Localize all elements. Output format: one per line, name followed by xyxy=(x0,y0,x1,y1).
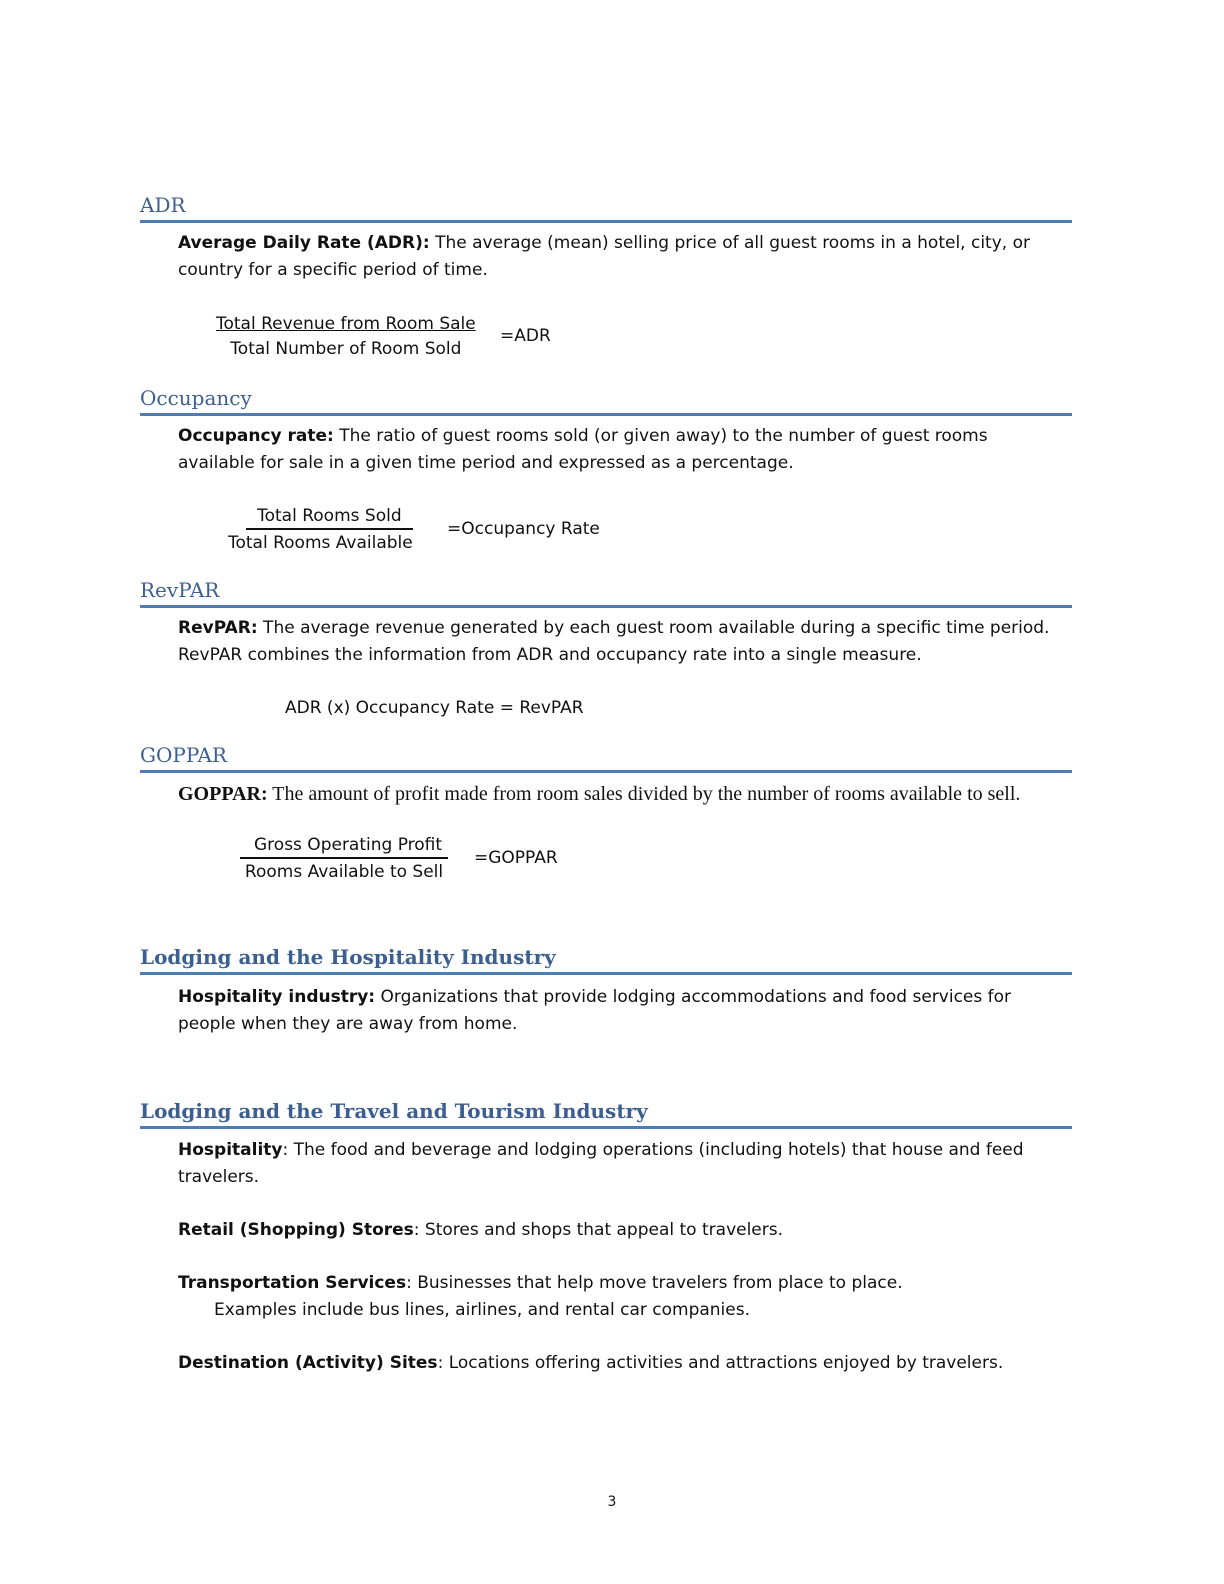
travel-item-term: Retail (Shopping) Stores xyxy=(178,1220,414,1240)
travel-item-definition: : Businesses that help move travelers from place to place. xyxy=(406,1273,903,1293)
hospitality-definition-text: Organizations that provide lodging accommodations and food services for people when they are away from home. xyxy=(178,987,1012,1034)
travel-item-hospitality xyxy=(178,1137,1068,1191)
section-heading-travel: Lodging and the Travel and Tourism Industry xyxy=(140,1098,1072,1129)
adr-definition xyxy=(178,230,1068,284)
travel-item-definition: : Locations offering activities and attractions enjoyed by travelers. xyxy=(437,1353,1004,1373)
goppar-formula-denominator: Rooms Available to Sell xyxy=(244,862,444,882)
adr-term: Average Daily Rate (ADR): xyxy=(178,233,430,253)
goppar-formula-fraction xyxy=(240,833,448,886)
revpar-term: RevPAR: xyxy=(178,618,258,638)
adr-formula-result: =ADR xyxy=(500,326,551,346)
hospitality-definition xyxy=(178,984,1068,1038)
travel-item-definition: : The food and beverage and lodging operations (including hotels) that house and feed travelers. xyxy=(178,1140,1024,1187)
occupancy-term: Occupancy rate: xyxy=(178,426,334,446)
occupancy-formula-denominator: Total Rooms Available xyxy=(228,533,413,553)
goppar-formula-result: =GOPPAR xyxy=(474,848,558,868)
section-heading-occupancy: Occupancy xyxy=(140,385,1072,416)
section-heading-goppar: GOPPAR xyxy=(140,742,1072,773)
revpar-definition xyxy=(178,615,1068,669)
travel-item-destination xyxy=(178,1350,1068,1377)
travel-item-term: Hospitality xyxy=(178,1140,283,1160)
travel-item-term: Transportation Services xyxy=(178,1273,407,1293)
hospitality-term: Hospitality industry: xyxy=(178,987,376,1007)
section-heading-hospitality: Lodging and the Hospitality Industry xyxy=(140,944,1072,975)
section-heading-adr: ADR xyxy=(140,192,1072,223)
occupancy-formula-result: =Occupancy Rate xyxy=(447,519,600,539)
adr-formula-numerator: Total Revenue from Room Sale xyxy=(216,314,476,334)
page-number: 3 xyxy=(607,1494,617,1510)
revpar-definition-text: The average revenue generated by each guest room available during a specific time period. RevPAR combines the information from ADR and occupancy rate into a single measure. xyxy=(178,618,1050,665)
goppar-definition-text: The amount of profit made from room sales divided by the number of rooms available to sell. xyxy=(267,783,1021,805)
travel-item-term: Destination (Activity) Sites xyxy=(178,1353,438,1373)
travel-item-retail xyxy=(178,1217,1068,1244)
goppar-formula-numerator: Gross Operating Profit xyxy=(240,833,448,859)
revpar-formula: ADR (x) Occupancy Rate = RevPAR xyxy=(285,698,584,718)
travel-item-definition: : Stores and shops that appeal to travelers. xyxy=(413,1220,784,1240)
adr-formula-fraction xyxy=(210,312,482,363)
occupancy-formula-numerator: Total Rooms Sold xyxy=(246,504,413,530)
adr-definition-text: The average (mean) selling price of all guest rooms in a hotel, city, or country for a specific period of time. xyxy=(178,233,1030,280)
goppar-term: GOPPAR: xyxy=(178,783,268,805)
occupancy-definition-text: The ratio of guest rooms sold (or given away) to the number of guest rooms available for sale in a given time period and expressed as a percentage. xyxy=(178,426,988,473)
travel-item-transportation xyxy=(178,1270,1068,1297)
transport-examples: Examples include bus lines, airlines, and rental car companies. xyxy=(214,1300,750,1320)
occupancy-definition xyxy=(178,423,1068,477)
occupancy-formula-fraction xyxy=(228,504,413,557)
goppar-definition xyxy=(178,782,1068,807)
adr-formula-denominator: Total Number of Room Sold xyxy=(230,339,462,359)
section-heading-revpar: RevPAR xyxy=(140,577,1072,608)
